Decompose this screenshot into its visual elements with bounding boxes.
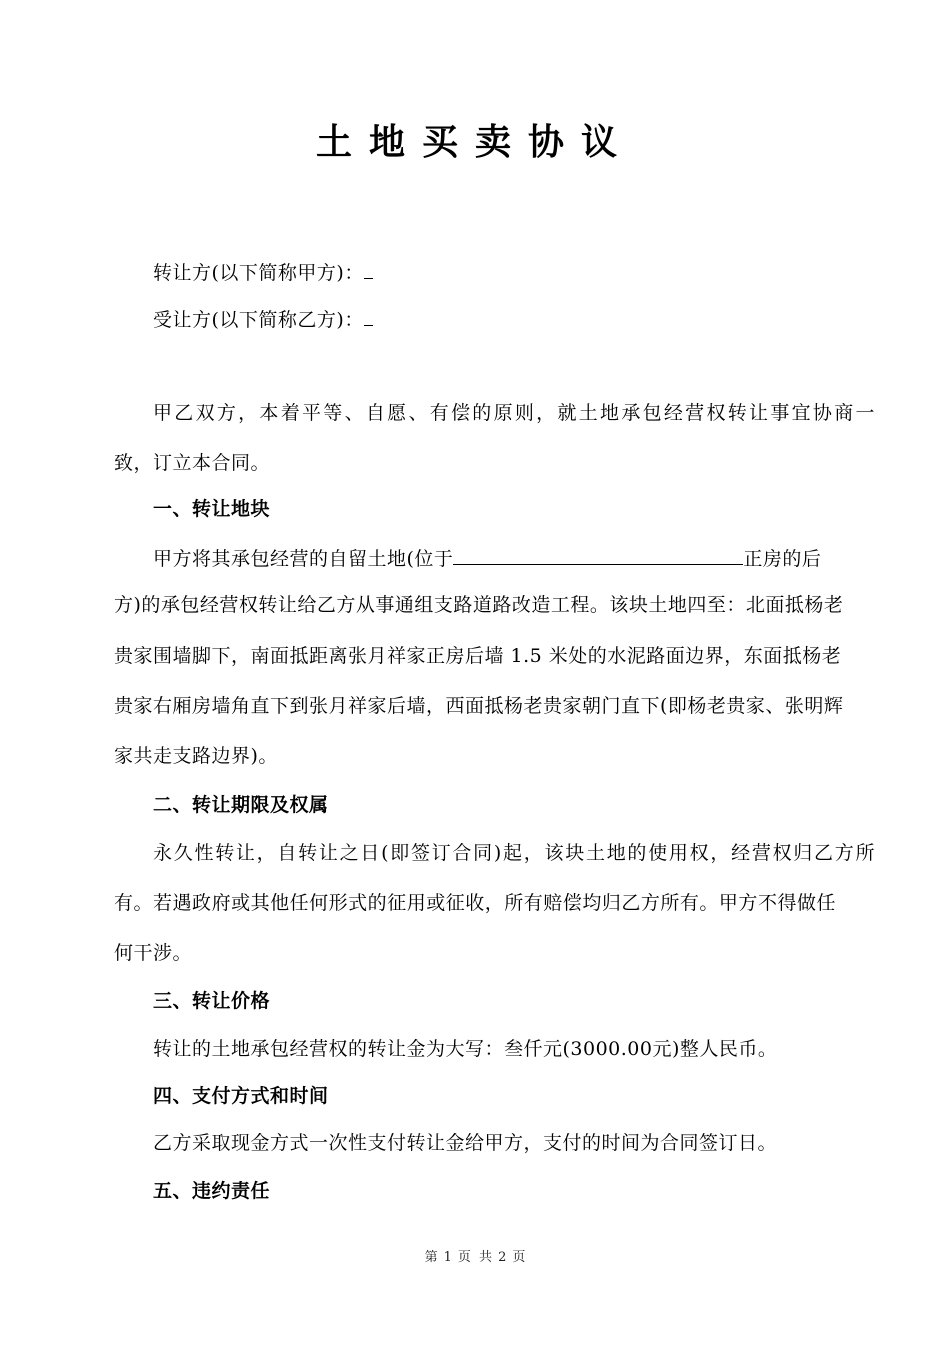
section-2-line-1: 永久性转让，自转让之日(即签订合同)起，该块土地的使用权，经营权归乙方所 — [153, 842, 875, 864]
section-2-heading: 二、转让期限及权属 — [153, 794, 329, 816]
document-title: 土地买卖协议 — [315, 122, 634, 163]
section-1-heading: 一、转让地块 — [153, 498, 271, 520]
section-1-line-2: 方)的承包经营权转让给乙方从事通组支路道路改造工程。该块土地四至：北面抵杨老 — [114, 594, 844, 616]
transferor-label: 转让方(以下简称甲方)： — [153, 262, 364, 284]
section-1-line-3: 贵家围墙脚下，南面抵距离张月祥家正房后墙 1.5 米处的水泥路面边界，东面抵杨老 — [114, 645, 842, 667]
transferee-line — [114, 305, 875, 333]
section-1-text-b: 正房的后 — [743, 548, 822, 570]
section-5-heading: 五、违约责任 — [153, 1180, 271, 1202]
section-1-line-5: 家共走支路边界)。 — [114, 745, 278, 767]
transferor-blank — [364, 258, 373, 279]
section-2-line-3: 何干涉。 — [114, 942, 193, 964]
preamble-line-1: 甲乙双方，本着平等、自愿、有偿的原则，就土地承包经营权转让事宜协商一 — [153, 402, 875, 424]
section-2-line-2: 有。若遇政府或其他任何形式的征用或征收，所有赔偿均归乙方所有。甲方不得做任 — [114, 892, 836, 914]
footer-current-page: 1 — [443, 1250, 452, 1265]
footer-total-pages: 2 — [498, 1250, 507, 1265]
section-4-line-1: 乙方采取现金方式一次性支付转让金给甲方，支付的时间为合同签订日。 — [153, 1132, 778, 1154]
section-4-heading: 四、支付方式和时间 — [153, 1085, 329, 1107]
transferor-line — [114, 258, 875, 286]
location-blank — [453, 544, 743, 565]
section-1-line-4: 贵家右厢房墙角直下到张月祥家后墙，西面抵杨老贵家朝门直下(即杨老贵家、张明辉 — [114, 695, 844, 717]
page-footer — [0, 1249, 950, 1267]
footer-middle: 页 共 — [457, 1250, 493, 1265]
preamble-line-2: 致，订立本合同。 — [114, 452, 271, 474]
footer-suffix: 页 — [512, 1250, 526, 1265]
transferee-blank — [364, 305, 373, 326]
section-1-text-a: 甲方将其承包经营的自留土地(位于 — [153, 548, 454, 570]
footer-prefix: 第 — [424, 1250, 438, 1265]
section-1-line-1 — [114, 544, 875, 572]
section-3-heading: 三、转让价格 — [153, 990, 271, 1012]
section-3-line-1: 转让的土地承包经营权的转让金为大写：叁仟元(3000.00元)整人民币。 — [153, 1038, 778, 1060]
transferee-label: 受让方(以下简称乙方)： — [153, 309, 364, 331]
